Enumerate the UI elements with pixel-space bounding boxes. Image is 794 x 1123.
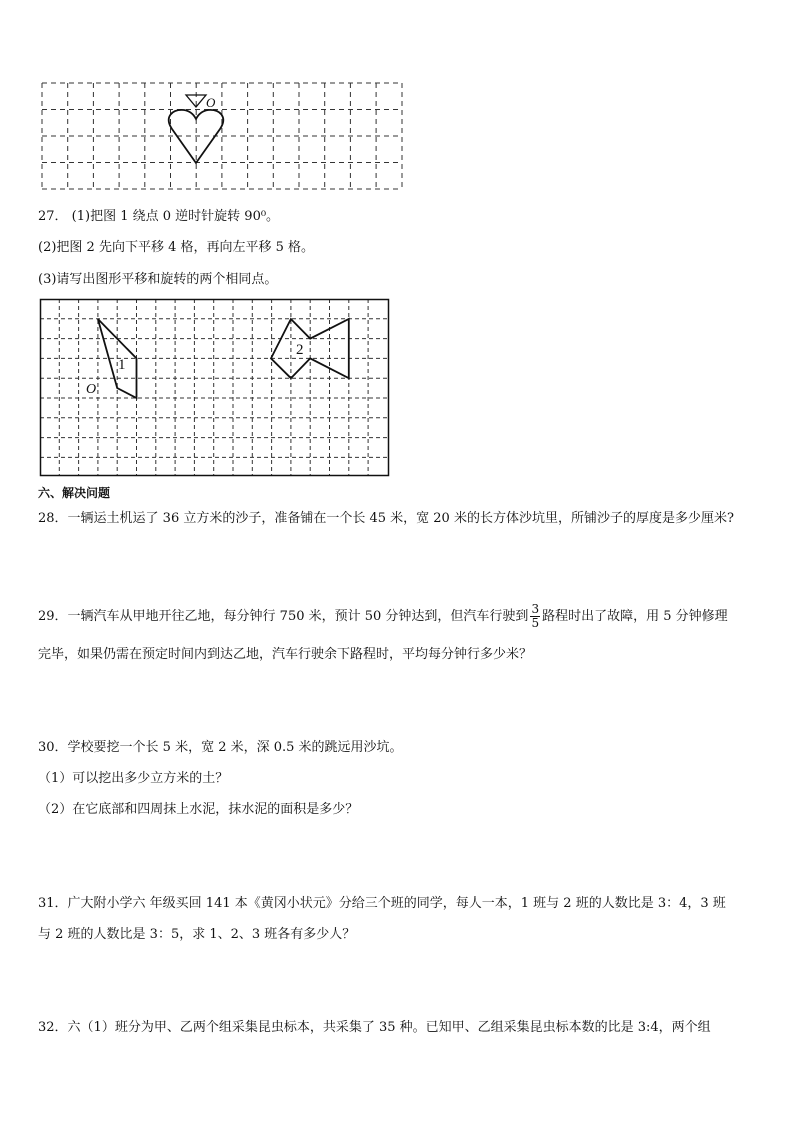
heart-grid-figure [42,83,404,191]
figure1-grid [42,83,402,189]
q29-line2: 完毕，如果仍需在预定时间内到达乙地，汽车行驶余下路程时，平均每分钟行多少米？ [38,647,533,662]
q32-line1: 32．六（1）班分为甲、乙两个组采集昆虫标本，共采集了 35 种。已知甲、乙组采集昆虫标本数的比是 3:4，两个组 [38,1020,711,1035]
figure2-point-label: O [86,382,97,397]
q29-fraction-denominator: 5 [531,616,540,630]
section-title: 六、解决问题 [38,486,111,500]
q29-part1: 29．一辆汽车从甲地开往乙地，每分钟行 750 米，预计 50 分钟达到，但汽车行驶到 [38,609,529,624]
q29-part2: 路程时出了故障，用 5 分钟修理 [542,609,728,624]
q27-line2: (2)把图 2 先向下平移 4 格，再向左平移 5 格。 [38,240,315,255]
q27-line3: (3)请写出图形平移和旋转的两个相同点。 [38,272,278,287]
figure1-point-label: O [206,95,216,110]
q31-line2: 与 2 班的人数比是 3：5，求 1、2、3 班各有多少人？ [38,927,356,942]
q28-text: 28．一辆运土机运了 36 立方米的沙子，准备铺在一个长 45 米，宽 20 米的长方体沙坑里，所铺沙子的厚度是多少厘米? [38,511,734,526]
shape1-label: 1 [118,357,126,373]
q27-line1: 27． (1)把图 1 绕点 0 逆时针旋转 90⁰。 [38,209,280,224]
q29-fraction [530,603,540,630]
q30-line1: 30．学校要挖一个长 5 米，宽 2 米，深 0.5 米的跳远用沙坑。 [38,740,403,755]
q30-line2: （1）可以挖出多少立方米的土？ [38,771,229,786]
q30-line3: （2）在它底部和四周抹上水泥，抹水泥的面积是多少？ [38,802,359,817]
q29-fraction-numerator: 3 [531,602,540,616]
shape2-label: 2 [296,342,304,358]
q29-line1 [38,601,728,633]
q31-line1: 31．广大附小学六 年级买回 141 本《黄冈小状元》分给三个班的同学，每人一本，1 班与 2 班的人数比是 3：4，3 班 [38,896,726,911]
translation-grid-figure [40,299,390,477]
